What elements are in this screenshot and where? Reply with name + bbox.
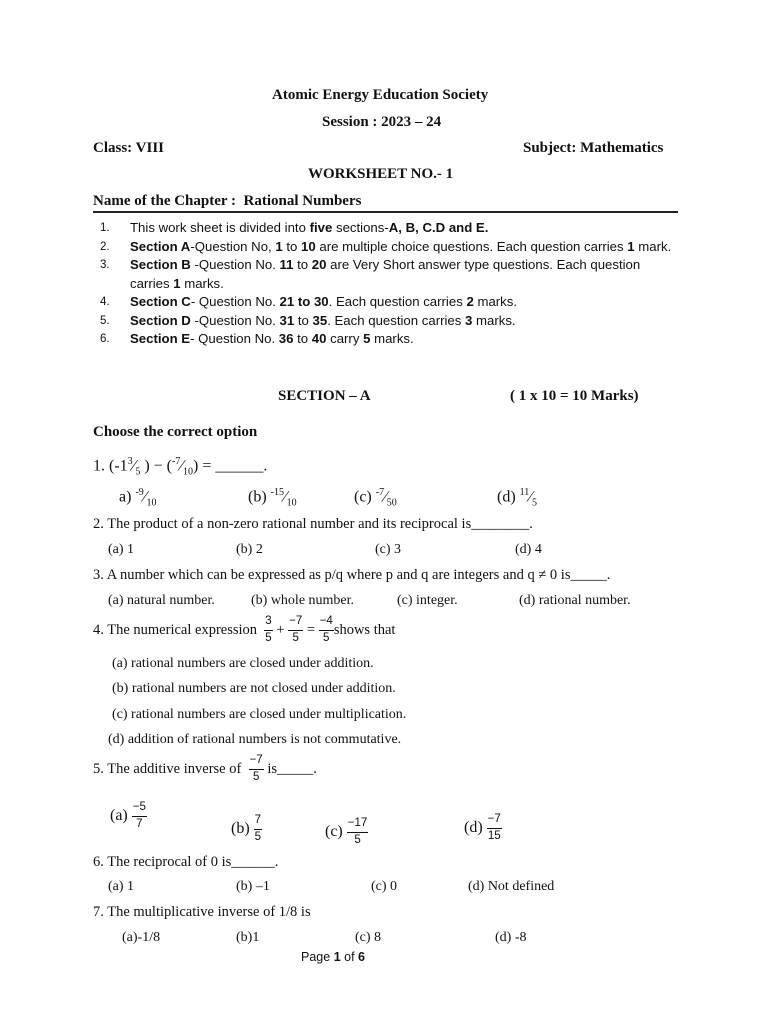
question-3: 3. A number which can be expressed as p/q where p and q are integers and q ≠ 0 is_____. [93,567,611,583]
instruction-number: 5. [100,314,110,327]
q4-option-c[interactable]: (c) rational numbers are closed under multiplication. [112,707,407,722]
q1-option-c[interactable]: (c) $^{-7}⁄_{50}$ [354,487,397,509]
q7-option-a[interactable]: (a)-1/8 [122,930,161,945]
q5-option-b[interactable]: (b) $\frac{7}{5}$ [231,814,262,843]
q4-option-d[interactable]: (d) addition of rational numbers is not commutative. [108,732,402,747]
question-4: 4. The numerical expression $\frac{3}{5}$ + $\frac{-7}{5}$ = $\frac{-4}{5}$ shows that [93,615,396,644]
instruction-number: 1. [100,222,110,234]
q2-option-a[interactable]: (a) 1 [108,542,135,557]
q5-option-d[interactable]: (d) $\frac{-7}{15}$ [464,813,501,842]
instruction-number: 6. [100,333,110,345]
header-divider [93,211,678,213]
organization-title: Atomic Energy Education Society [272,87,489,103]
q6-option-a[interactable]: (a) 1 [108,879,135,894]
chapter-heading [93,193,361,210]
instruction-text: Section B -Question No. 11 to 20 are Very Short answer type questions. Each question carries 1 marks. [130,257,641,291]
q3-option-c[interactable]: (c) integer. [397,593,458,608]
instructions-list [100,219,680,349]
question-1: 1. ($-1^3⁄_5$ ) − $(^{-7}⁄_{10})$ = ______. [93,456,268,478]
q2-option-c[interactable]: (c) 3 [375,542,402,557]
instruction-text: Section C- Question No. 21 to 30. Each question carries 2 marks. [130,294,518,309]
instruction-item [100,312,680,331]
instruction-item [100,238,680,257]
instruction-text: This work sheet is divided into five sections-A, B, C.D and E. [130,220,489,235]
q7-option-c[interactable]: (c) 8 [355,930,382,945]
instruction-text: Section D -Question No. 31 to 35. Each question carries 3 marks. [130,312,516,328]
q7-option-d[interactable]: (d) -8 [495,930,527,945]
q5-option-c[interactable]: (c) $\frac{-17}{5}$ [325,817,368,846]
q3-option-a[interactable]: (a) natural number. [108,593,215,608]
q2-option-d[interactable]: (d) 4 [515,542,542,557]
instruction-item [100,330,680,349]
chapter-name: Rational Numbers [243,193,362,209]
q1-option-d[interactable]: (d) $^{11}⁄_5$ [497,487,537,509]
q4-option-b[interactable]: (b) rational numbers are not closed under addition. [112,681,396,696]
q4-fraction-1: $\frac{3}{5}$ [265,615,272,644]
q5-fraction: $\frac{-7}{5}$ [249,754,263,783]
question-2: 2. The product of a non-zero rational number and its reciprocal is________. [93,516,533,532]
instruction-number: 4. [100,296,110,308]
question-7: 7. The multiplicative inverse of 1/8 is [93,904,311,920]
question-5: 5. The additive inverse of $\frac{-7}{5}$ is_____. [93,754,317,783]
q6-option-d[interactable]: (d) Not defined [468,879,555,894]
q3-option-d[interactable]: (d) rational number. [519,593,631,608]
q4-fraction-2: $\frac{-7}{5}$ [289,615,303,644]
q1-option-b[interactable]: (b) $^{-15}⁄_{10}$ [248,487,297,509]
q6-option-c[interactable]: (c) 0 [371,879,398,894]
section-a-title: SECTION – A [278,388,371,404]
instruction-number: 2. [100,240,110,253]
q1-option-a[interactable]: a) $^{-9}⁄_{10}$ [119,487,157,509]
instruction-text: Section E- Question No. 36 to 40 carry 5 marks. [130,331,414,346]
q5-option-a[interactable]: (a) $\frac{-5}{7}$ [110,801,146,830]
instruction-text: Section A-Question No, 1 to 10 are multiple choice questions. Each question carries 1 mark. [130,238,672,254]
worksheet-number: WORKSHEET NO.- 1 [308,166,454,182]
subject-label: Subject: Mathematics [523,140,664,156]
q7-option-b[interactable]: (b)1 [236,930,260,945]
section-a-marks: ( 1 x 10 = 10 Marks) [510,388,639,404]
instruction-number: 3. [100,259,110,271]
instruction-item [100,293,680,312]
q4-option-a[interactable]: (a) rational numbers are closed under addition. [112,656,374,671]
class-label: Class: VIII [93,140,164,156]
question-6: 6. The reciprocal of 0 is______. [93,854,279,870]
page-number: Page 1 of 6 [301,950,365,964]
q2-option-b[interactable]: (b) 2 [236,542,263,557]
chapter-label: Name of the Chapter : [93,193,237,209]
session-label: Session : 2023 – 24 [322,114,442,130]
instruction-item [100,219,680,238]
instruction-item [100,256,680,293]
section-a-instruction: Choose the correct option [93,424,258,440]
q4-fraction-3: $\frac{-4}{5}$ [319,615,333,644]
q6-option-b[interactable]: (b) –1 [236,879,270,894]
q3-option-b[interactable]: (b) whole number. [251,593,355,608]
